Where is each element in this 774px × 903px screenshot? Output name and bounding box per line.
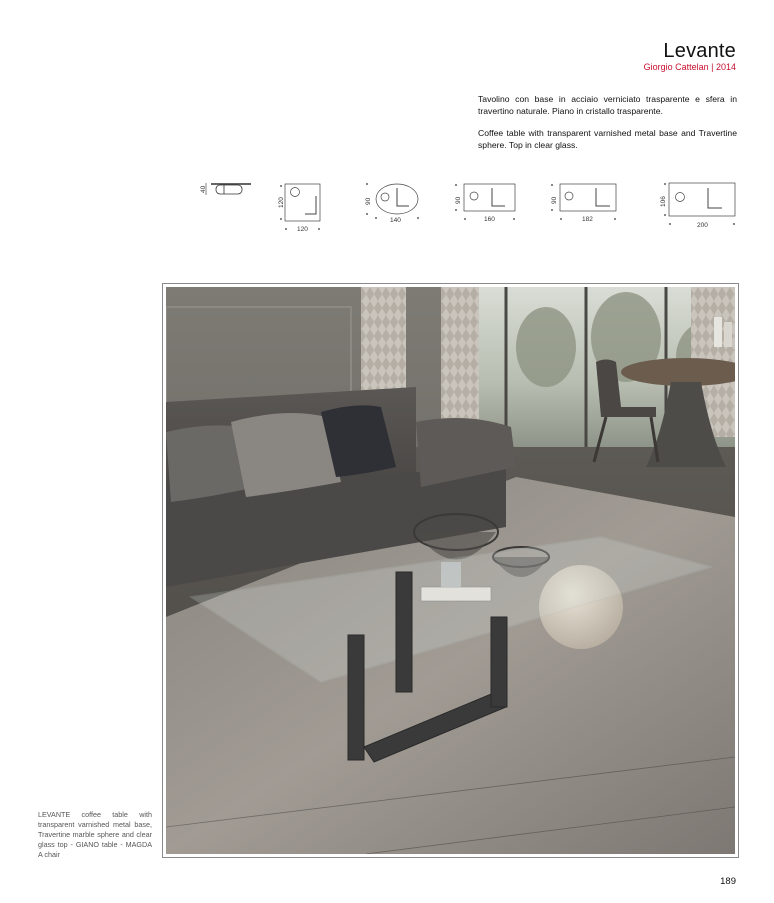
plan-182x90 [560, 184, 616, 211]
plan-182-depth: 90 [551, 196, 558, 204]
plan-160-width: 160 [484, 216, 495, 223]
plan-120-depth: 120 [278, 197, 285, 208]
designer-year: Giorgio Cattelan | 2014 [643, 62, 736, 72]
plan-140-depth: 90 [365, 197, 372, 205]
plan-160x90 [464, 184, 515, 211]
plan-140x90 [376, 184, 418, 214]
plan-140-width: 140 [390, 217, 401, 224]
interior-scene-image [166, 287, 735, 854]
description-english: Coffee table with transparent varnished metal base and Travertine sphere. Top in clear glass. [478, 128, 737, 150]
plan-200-width: 200 [697, 222, 708, 229]
plan-200x106 [669, 183, 735, 216]
photo-caption: LEVANTE coffee table with transparent varnished metal base, Travertine marble sphere and clear glass top - GIANO table - MAGDA A chair [38, 810, 152, 859]
dimension-drawings [0, 0, 774, 250]
side-height-label: 40 [200, 185, 207, 193]
plan-120x120 [285, 184, 320, 221]
plan-160-depth: 90 [455, 196, 462, 204]
plan-182-width: 182 [582, 216, 593, 223]
plan-120-width: 120 [297, 226, 308, 233]
description-italian: Tavolino con base in acciaio verniciato trasparente e sfera in travertino naturale. Piano in cristallo trasparente. [478, 94, 737, 116]
page-number: 189 [720, 876, 736, 887]
side-view-drawing [206, 183, 251, 195]
plan-200-depth: 106 [660, 196, 667, 207]
product-title: Levante [663, 40, 736, 62]
photo-frame [162, 283, 739, 858]
